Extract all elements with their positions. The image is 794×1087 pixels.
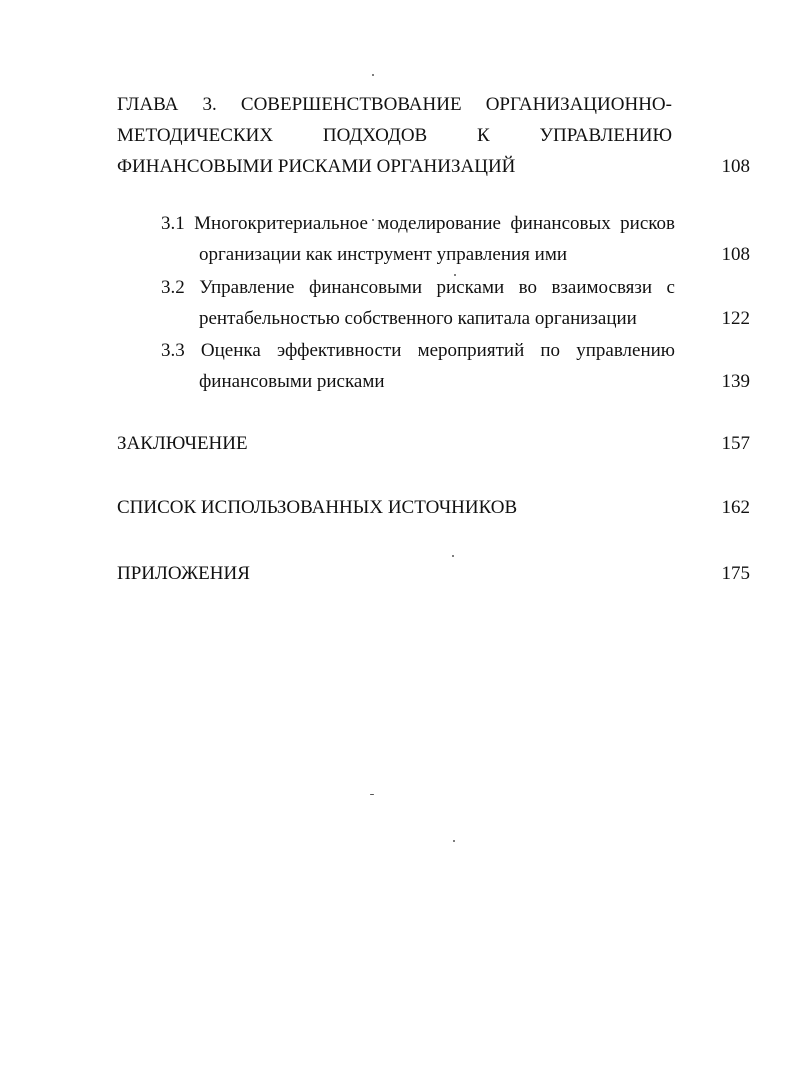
section-word: Управление <box>199 277 295 298</box>
section-3-3-page-number: 139 <box>721 371 750 392</box>
chapter3-word: ОРГАНИЗАЦИОННО- <box>485 94 672 115</box>
scan-speck <box>452 555 454 557</box>
appendices-page-number: 175 <box>721 563 750 584</box>
appendices-title[interactable]: ПРИЛОЖЕНИЯ <box>117 563 250 584</box>
section-3-2-line2[interactable]: рентабельностью собственного капитала организации <box>199 308 637 329</box>
references-title[interactable]: СПИСОК ИСПОЛЬЗОВАННЫХ ИСТОЧНИКОВ <box>117 497 518 518</box>
section-word: рисками <box>436 277 505 298</box>
section-word: Оценка <box>200 340 261 361</box>
scan-speck <box>453 840 455 842</box>
section-word: Многокритериальное <box>194 213 368 234</box>
section-number: 3.2 <box>161 277 185 298</box>
chapter3-heading-line1[interactable] <box>117 93 672 117</box>
scan-speck <box>372 74 374 76</box>
chapter3-word: ПОДХОДОВ <box>322 125 428 146</box>
section-word: финансовых <box>510 213 611 234</box>
section-word: мероприятий <box>417 340 525 361</box>
chapter3-word: 3. <box>202 94 217 115</box>
chapter3-word: ГЛАВА <box>117 94 179 115</box>
chapter3-word: УПРАВЛЕНИЮ <box>539 125 672 146</box>
references-page-number: 162 <box>721 497 750 518</box>
section-word: управлению <box>576 340 675 361</box>
chapter3-word: К <box>477 125 490 146</box>
conclusion-title[interactable]: ЗАКЛЮЧЕНИЕ <box>117 433 248 454</box>
section-word: по <box>540 340 561 361</box>
section-3-3-line1[interactable] <box>161 339 675 363</box>
section-3-1-page-number: 108 <box>721 244 750 265</box>
section-word: рисков <box>620 213 675 234</box>
chapter3-word: МЕТОДИЧЕСКИХ <box>117 125 274 146</box>
section-3-3-line2[interactable]: финансовыми рисками <box>199 371 385 392</box>
conclusion-page-number: 157 <box>721 433 750 454</box>
section-word: с <box>666 277 675 298</box>
section-number: 3.3 <box>161 340 185 361</box>
chapter3-heading-line3[interactable]: ФИНАНСОВЫМИ РИСКАМИ ОРГАНИЗАЦИЙ <box>117 156 516 177</box>
chapter3-page-number: 108 <box>721 156 750 177</box>
section-3-2-page-number: 122 <box>721 308 750 329</box>
chapter3-heading-line2[interactable] <box>117 124 672 148</box>
section-word: моделирование <box>377 213 501 234</box>
chapter3-word: СОВЕРШЕНСТВОВАНИЕ <box>240 94 462 115</box>
section-word: во <box>518 277 537 298</box>
section-word: финансовыми <box>308 277 423 298</box>
section-3-1-line1[interactable] <box>161 212 675 236</box>
section-word: эффективности <box>276 340 402 361</box>
section-number: 3.1 <box>161 213 185 234</box>
section-3-2-line1[interactable] <box>161 276 675 300</box>
section-3-1-line2[interactable]: организации как инструмент управления ими <box>199 244 568 265</box>
scan-speck <box>370 794 374 795</box>
section-word: взаимосвязи <box>551 277 653 298</box>
